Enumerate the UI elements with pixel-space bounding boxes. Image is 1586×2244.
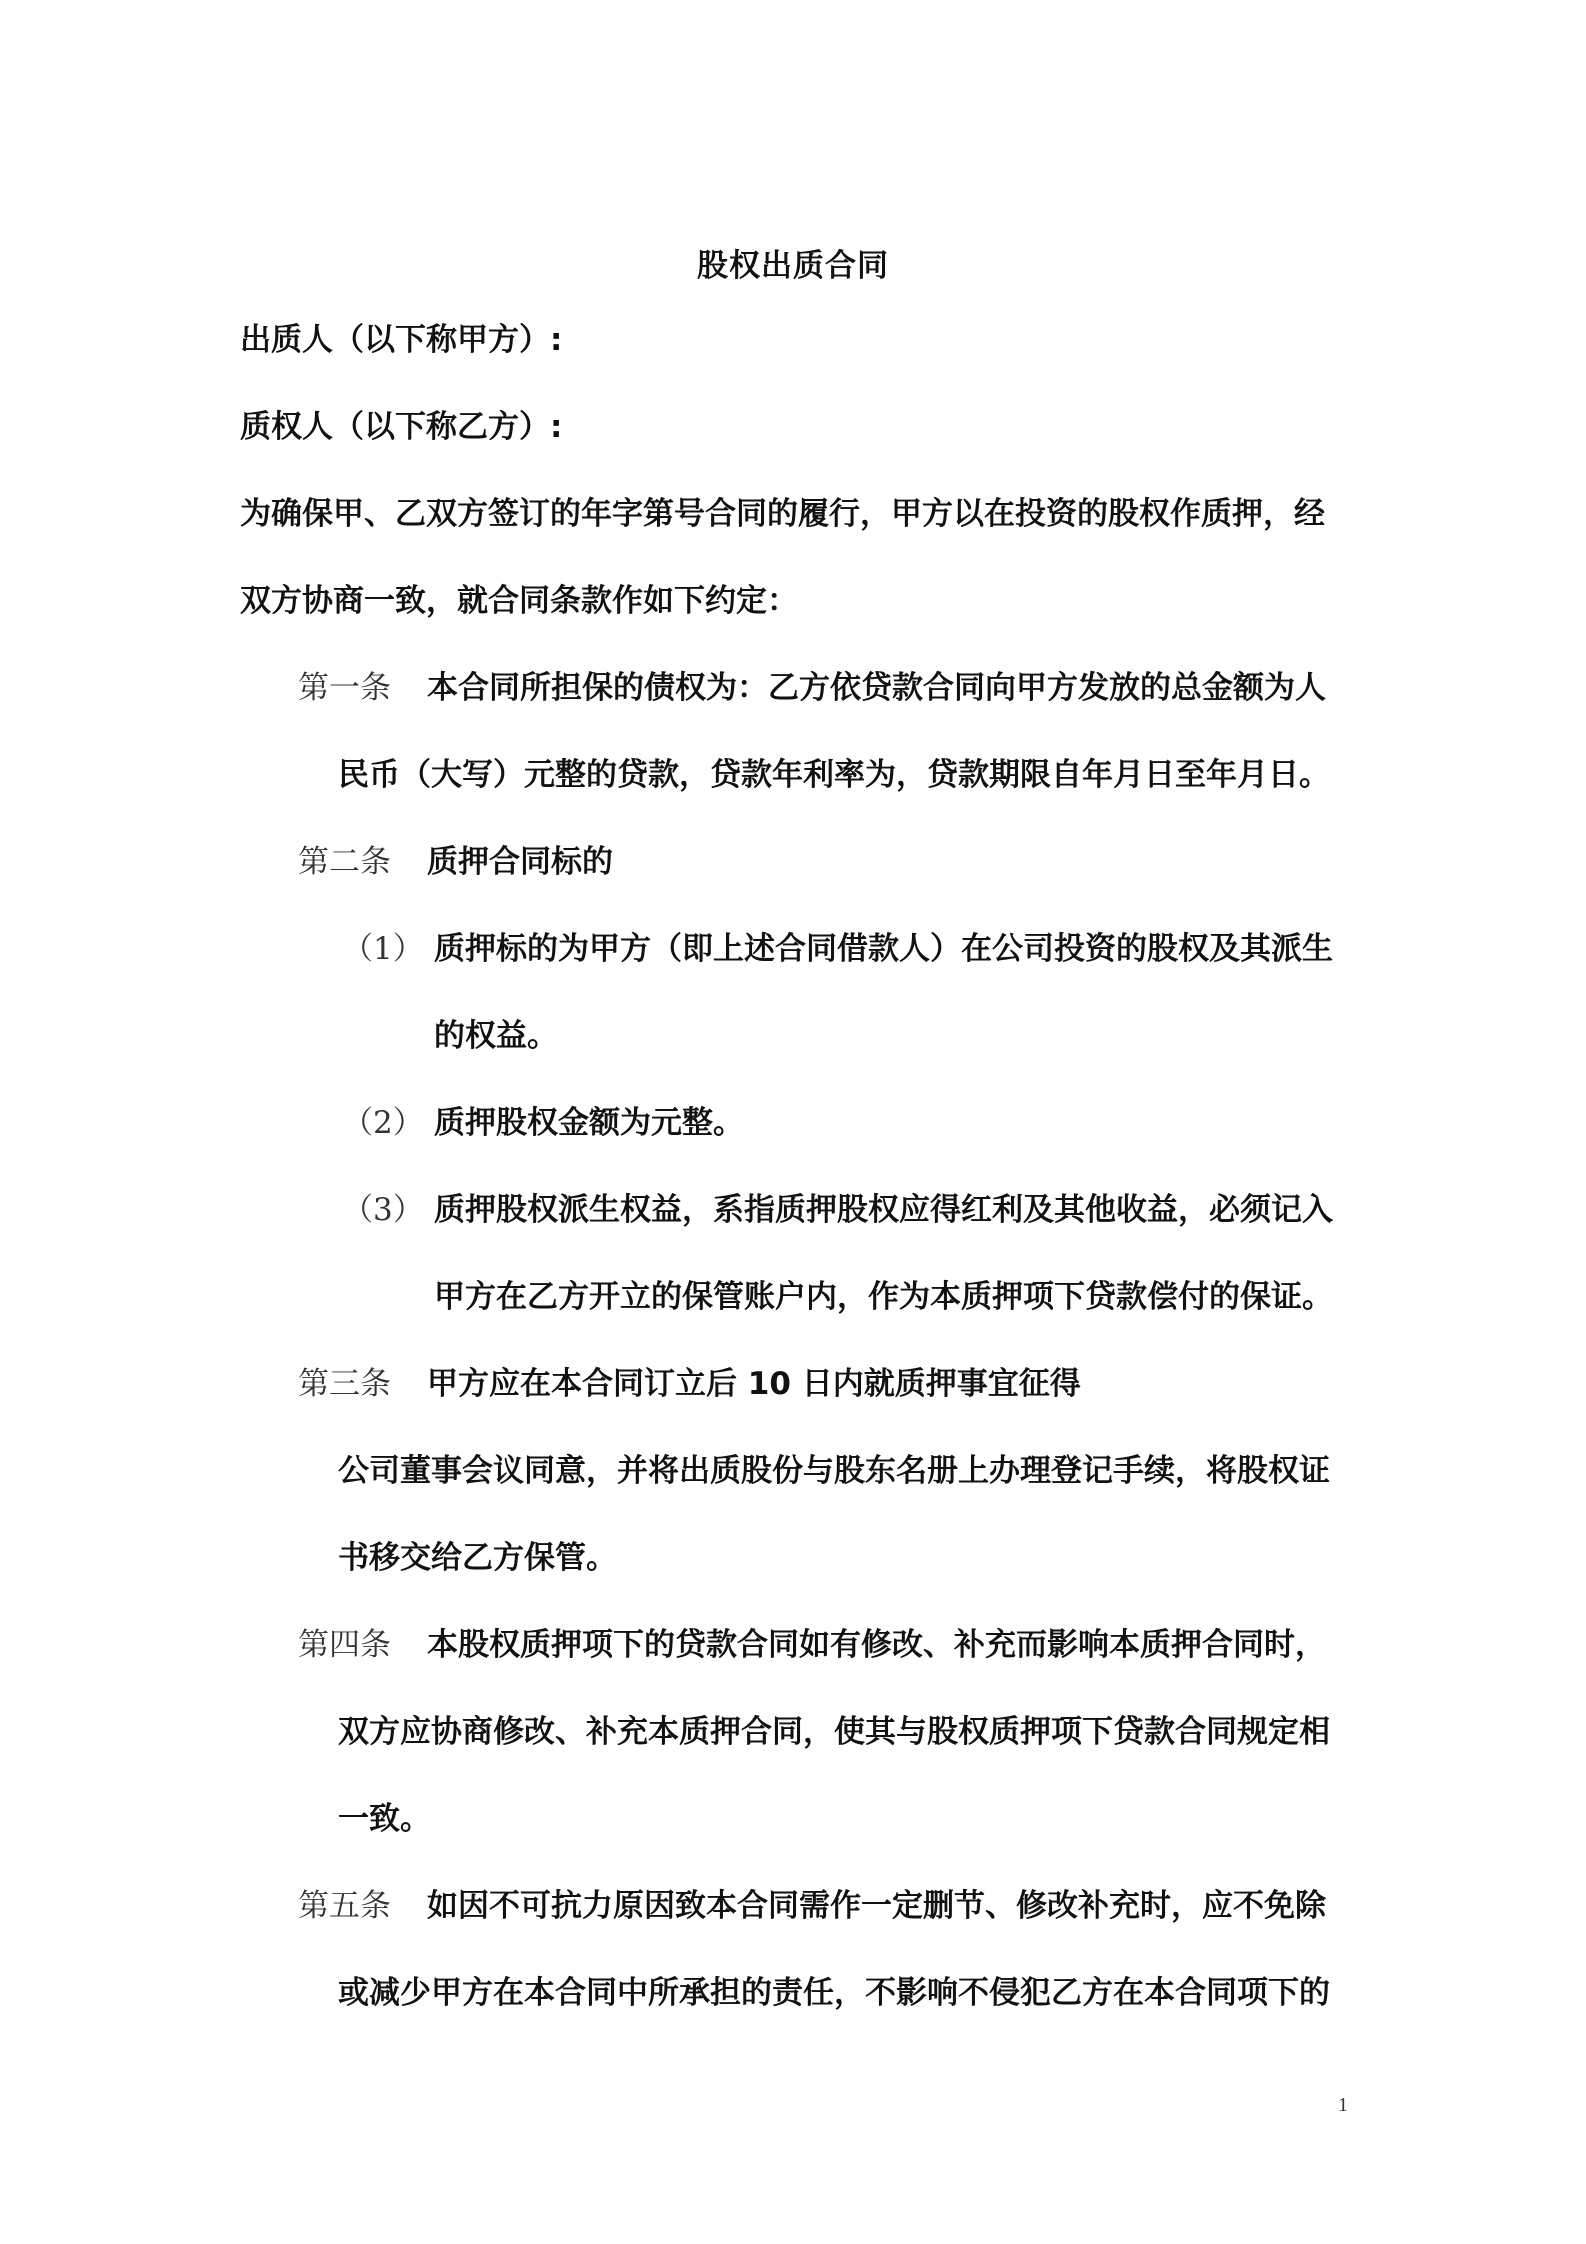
article4-line-3: 一致。 xyxy=(338,1801,431,1837)
article2-item2-line-1: 质押股权金额为元整。 xyxy=(434,1105,744,1141)
article2-item1-line-1: 质押标的为甲方（即上述合同借款人）在公司投资的股权及其派生 xyxy=(434,931,1333,967)
article2-item1-line-2: 的权益。 xyxy=(434,1018,558,1054)
article5-line-2: 或减少甲方在本合同中所承担的责任，不影响不侵犯乙方在本合同项下的 xyxy=(338,1975,1330,2011)
article4-label: 第四条 xyxy=(298,1627,391,1663)
article2-item3-line-1: 质押股权派生权益，系指质押股权应得红利及其他收益，必须记入 xyxy=(434,1192,1333,1228)
preamble-line-1: 为确保甲、乙双方签订的年字第号合同的履行，甲方以在投资的股权作质押，经 xyxy=(240,496,1325,532)
article1-line-2: 民币（大写）元整的贷款，贷款年利率为，贷款期限自年月日至年月日。 xyxy=(338,757,1330,793)
pledgee-line: 质权人（以下称乙方）: xyxy=(240,409,563,445)
article2-label: 第二条 xyxy=(298,844,391,880)
article1-line-1: 本合同所担保的债权为：乙方依贷款合同向甲方发放的总金额为人 xyxy=(427,670,1326,706)
article2-item1-num: （1） xyxy=(342,931,424,967)
article5-label: 第五条 xyxy=(298,1888,391,1924)
article1-label: 第一条 xyxy=(298,670,391,706)
document-title: 股权出质合同 xyxy=(697,248,889,284)
article2-item2-num: （2） xyxy=(342,1105,424,1141)
article4-line-2: 双方应协商修改、补充本质押合同，使其与股权质押项下贷款合同规定相 xyxy=(338,1714,1330,1750)
article2-item3-num: （3） xyxy=(342,1192,424,1228)
page-number: 1 xyxy=(1338,2094,1348,2116)
article3-line-2: 公司董事会议同意，并将出质股份与股东名册上办理登记手续，将股权证 xyxy=(338,1453,1330,1489)
article3-label: 第三条 xyxy=(298,1366,391,1402)
article4-line-1: 本股权质押项下的贷款合同如有修改、补充而影响本质押合同时， xyxy=(427,1627,1326,1663)
preamble-line-2: 双方协商一致，就合同条款作如下约定： xyxy=(240,583,798,619)
pledgor-line: 出质人（以下称甲方）: xyxy=(240,322,563,358)
article3-line-3: 书移交给乙方保管。 xyxy=(338,1540,617,1576)
article2-heading: 质押合同标的 xyxy=(427,844,613,880)
article2-item3-line-2: 甲方在乙方开立的保管账户内，作为本质押项下贷款偿付的保证。 xyxy=(434,1279,1333,1315)
article5-line-1: 如因不可抗力原因致本合同需作一定删节、修改补充时，应不免除 xyxy=(427,1888,1326,1924)
article3-line-1: 甲方应在本合同订立后 10 日内就质押事宜征得 xyxy=(427,1366,1081,1402)
